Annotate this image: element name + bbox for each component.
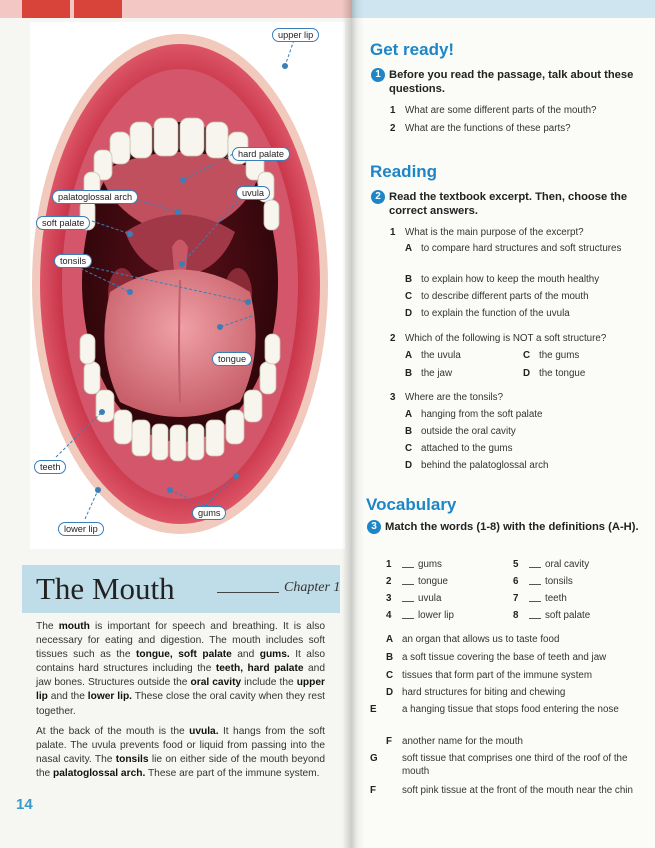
uvula-shape [172, 240, 188, 275]
bold-term: upper lip [36, 677, 325, 703]
top-color-bar-left [0, 0, 352, 18]
definition-a: A an organ that allows us to taste food [386, 634, 560, 645]
page-number: 14 [16, 796, 33, 813]
get-ready-q2: 2 What are the functions of these parts? [390, 123, 571, 134]
text-run: It also contains hard structures including the [36, 649, 325, 675]
passage-text [36, 620, 325, 787]
definition-c: C tissues that form part of the immune system [386, 670, 593, 681]
label-tonsils: tonsils [54, 254, 92, 268]
reading-q1-option-b: B to explain how to keep the mouth healthy [405, 274, 600, 285]
bold-term: oral cavity [190, 677, 242, 689]
match-word-4[interactable]: 4 lower lip [386, 610, 454, 621]
label-gums: gums [192, 506, 226, 520]
reading-q3: 3 Where are the tonsils? [390, 392, 504, 403]
exercise-3-text: Match the words (1-8) with the definitions (A-H). [385, 521, 639, 533]
match-word-8[interactable]: 8 soft palate [513, 610, 591, 621]
exercise-1-instruction [375, 68, 645, 96]
definition-h: F soft pink tissue at the front of the mouth near the chin [370, 785, 633, 796]
text-run: These are part of the immune system. [145, 767, 320, 779]
label-palatoglossal-arch: palatoglossal arch [52, 190, 138, 204]
text-run: These close the oral cavity when they rest together. [36, 691, 325, 717]
exercise-3-instruction [371, 520, 645, 534]
reading-q1-option-d: D to explain the function of the uvula [405, 308, 570, 319]
text-run: The [36, 621, 59, 632]
top-color-bar-right [352, 0, 655, 18]
heading-reading: Reading [370, 162, 438, 181]
passage-paragraph-1 [36, 620, 325, 719]
match-word-1[interactable]: 1 gums [386, 559, 442, 570]
reading-q3-option-c: C attached to the gums [405, 443, 513, 454]
definition-d: D hard structures for biting and chewing [386, 687, 566, 698]
bold-term: lower lip. [87, 691, 133, 703]
label-soft-palate: soft palate [36, 216, 90, 230]
top-tab-2 [74, 0, 122, 18]
reading-q2-option-b: B the jaw [405, 368, 453, 379]
label-uvula: uvula [236, 186, 270, 200]
bold-term: uvula. [189, 725, 219, 737]
label-upper-lip: upper lip [272, 28, 319, 42]
chapter-number: Chapter 1 [284, 580, 341, 595]
text-run: and [231, 649, 260, 661]
bold-term: gums. [259, 649, 290, 661]
match-word-2[interactable]: 2 tongue [386, 576, 448, 587]
mouth-diagram [30, 22, 345, 549]
reading-q2-option-c: C the gums [523, 350, 580, 361]
label-teeth: teeth [34, 460, 66, 474]
exercise-3-number: 3 [367, 520, 381, 534]
passage-paragraph-2 [36, 725, 325, 781]
top-tab-1 [22, 0, 70, 18]
reading-q2-option-a: A the uvula [405, 350, 461, 361]
exercise-2-instruction [375, 190, 645, 218]
mouth-illustration [30, 22, 345, 549]
reading-q3-option-d: D behind the palatoglossal arch [405, 460, 549, 471]
text-run: lie on either side of the mouth beyond the [36, 753, 325, 779]
match-word-7[interactable]: 7 teeth [513, 593, 567, 604]
bold-term: palatoglossal arch. [53, 767, 146, 779]
reading-q2-option-d: D the tongue [523, 368, 586, 379]
reading-q2: 2 Which of the following is NOT a soft structure? [390, 333, 607, 344]
label-hard-palate: hard palate [232, 147, 290, 161]
match-word-6[interactable]: 6 tonsils [513, 576, 573, 587]
exercise-1-number: 1 [371, 68, 385, 82]
exercise-2-text: Read the textbook excerpt. Then, choose the correct answers. [389, 191, 628, 217]
tongue-midline [179, 280, 180, 402]
reading-q3-option-a: A hanging from the soft palate [405, 409, 543, 420]
label-lower-lip: lower lip [58, 522, 104, 536]
text-run: is important for speech and breathing. It is also necessary for eating and digestion. The mouth includes soft tissues such as the [36, 621, 325, 661]
book-gutter [342, 0, 364, 848]
heading-get-ready: Get ready! [370, 40, 455, 59]
chapter-title-banner [22, 565, 340, 613]
label-tongue: tongue [212, 352, 252, 366]
reading-q3-option-b: B outside the oral cavity [405, 426, 516, 437]
match-word-5[interactable]: 5 oral cavity [513, 559, 590, 570]
title-rule [217, 592, 279, 593]
text-run: and the [47, 691, 88, 703]
match-word-3[interactable]: 3 uvula [386, 593, 442, 604]
definition-b: B a soft tissue covering the base of teeth and jaw [386, 652, 607, 663]
bold-term: mouth [58, 621, 90, 632]
text-run: At the back of the mouth is the [36, 725, 190, 737]
text-run: include the [241, 677, 297, 689]
bold-term: tongue, soft palate [135, 649, 232, 661]
reading-q1-option-c: C to describe different parts of the mouth [405, 291, 589, 302]
bold-term: tonsils [115, 753, 149, 765]
chapter-title: The Mouth [36, 571, 175, 606]
heading-vocabulary: Vocabulary [366, 495, 457, 514]
reading-q1-option-a: A to compare hard structures and soft structures [405, 243, 622, 254]
definition-f: F another name for the mouth [386, 736, 523, 747]
definition-g: G soft tissue that comprises one third of the roof of the mouth [370, 753, 628, 777]
exercise-2-number: 2 [371, 190, 385, 204]
text-run: It hangs from the soft palate. The uvula prevents food or liquid from passing into the nasal cavity. The [36, 725, 325, 765]
text-run: and jaw bones. Structures outside the [36, 663, 325, 689]
reading-q1: 1 What is the main purpose of the excerpt? [390, 227, 584, 238]
exercise-1-text: Before you read the passage, talk about these questions. [389, 69, 634, 95]
definition-e: E a hanging tissue that stops food entering the nose [370, 704, 619, 715]
bold-term: teeth, hard palate [215, 663, 304, 675]
get-ready-q1: 1 What are some different parts of the mouth? [390, 105, 597, 116]
